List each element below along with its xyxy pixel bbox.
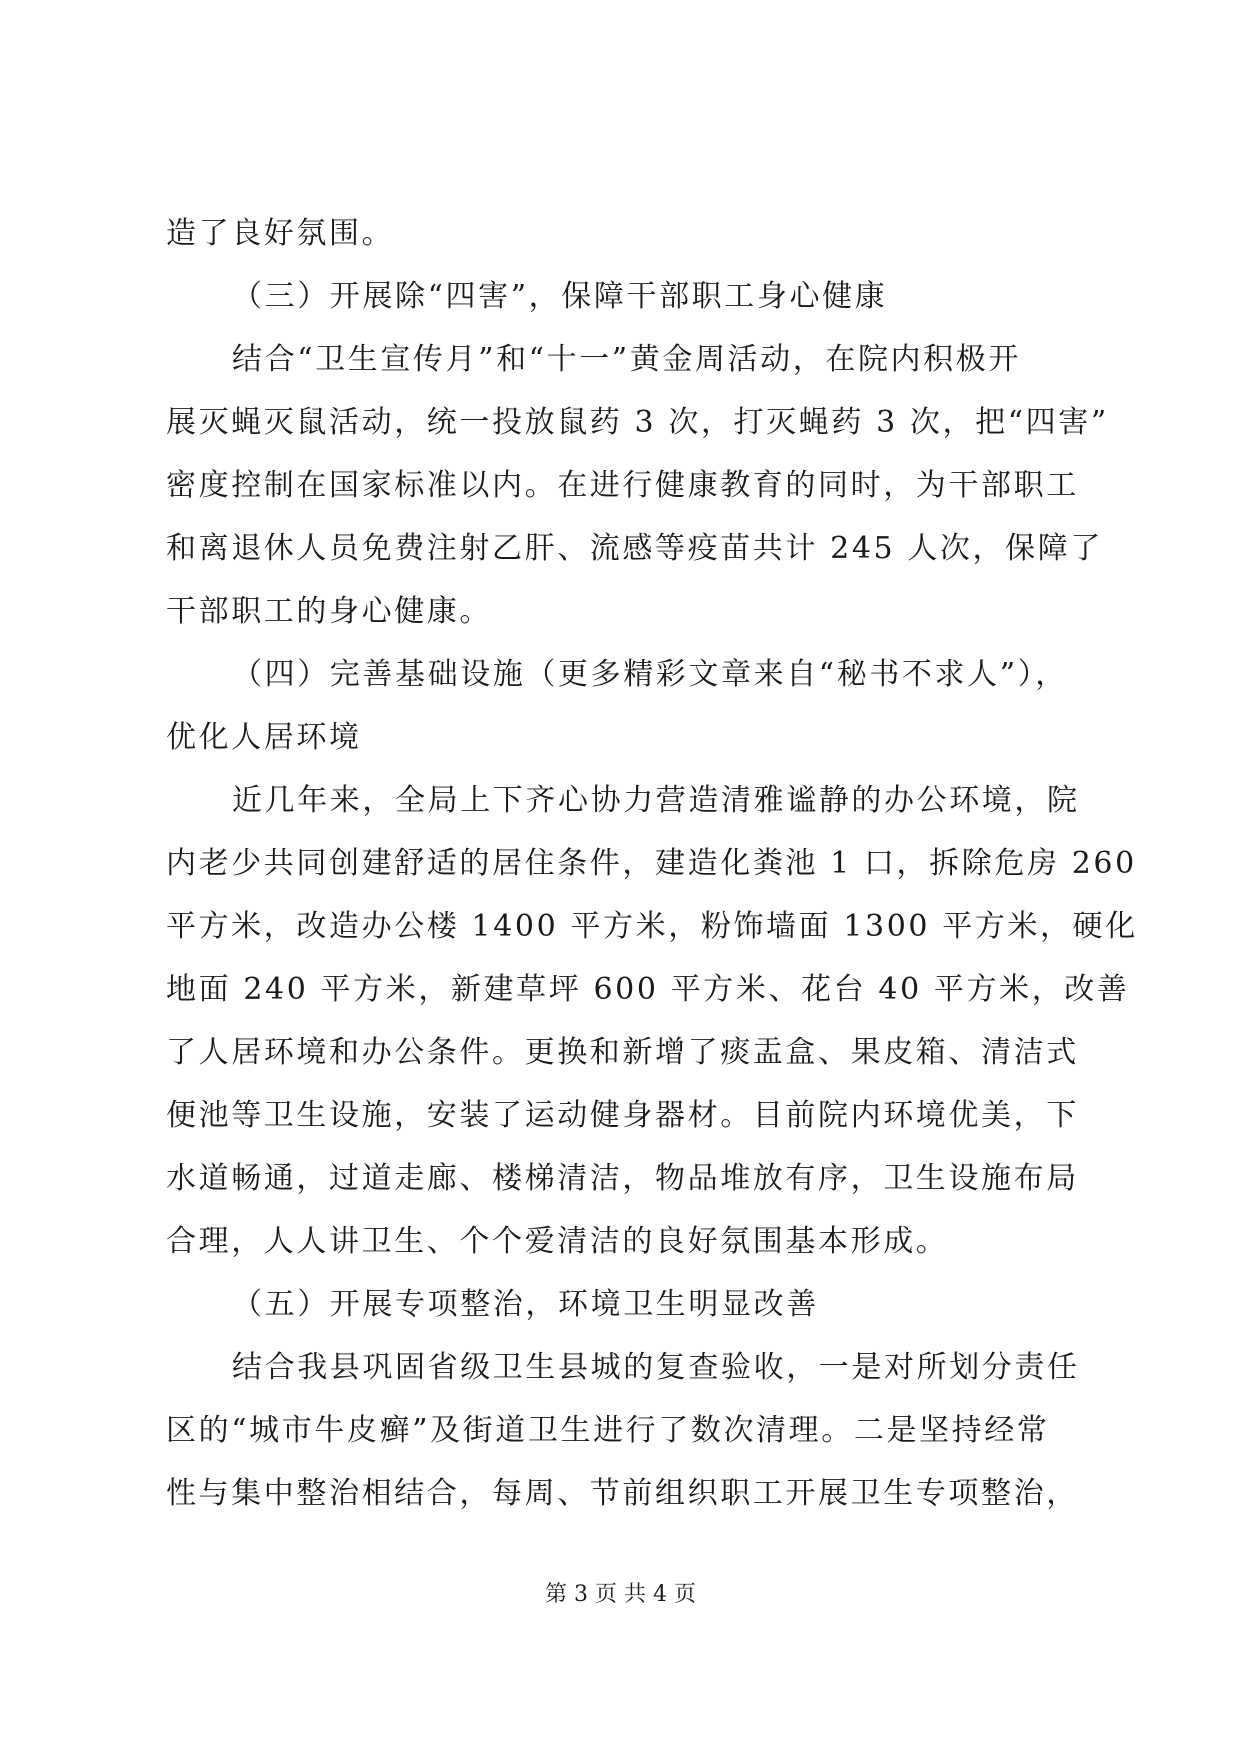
text-line-10: 近几年来，全局上下齐心协力营造清雅谧静的办公环境，院 [232, 783, 1080, 818]
text-line-13: 地面 240 平方米，新建草坪 600 平方米、花台 40 平方米，改善 [166, 972, 1130, 1007]
page-number: 第 3 页 共 4 页 [545, 1582, 696, 1607]
text-line-12: 平方米，改造办公楼 1400 平方米，粉饰墙面 1300 平方米，硬化 [166, 909, 1138, 944]
text-line-6: 和离退休人员免费注射乙肝、流感等疫苗共计 245 人次，保障了 [166, 531, 1103, 566]
text-line-11: 内老少共同创建舒适的居住条件，建造化粪池 1 口，拆除危房 260 [166, 846, 1137, 881]
page-footer [0, 1580, 1241, 1610]
text-line-16: 水道畅通，过道走廊、楼梯清洁，物品堆放有序，卫生设施布局 [166, 1161, 1079, 1196]
text-line-19: 结合我县巩固省级卫生县城的复查验收，一是对所划分责任 [232, 1350, 1080, 1385]
text-line-7: 干部职工的身心健康。 [166, 594, 492, 629]
text-line-1: 造了良好氛围。 [166, 216, 395, 251]
text-line-17: 合理，人人讲卫生、个个爱清洁的良好氛围基本形成。 [166, 1224, 949, 1259]
section-heading-5: （五）开展专项整治，环境卫生明显改善 [232, 1287, 819, 1322]
section-heading-4: （四）完善基础设施（更多精彩文章来自“秘书不求人”）， [232, 657, 1068, 692]
text-line-15: 便池等卫生设施，安装了运动健身器材。目前院内环境优美，下 [166, 1098, 1079, 1133]
document-body [166, 202, 1138, 1525]
section-heading-4-cont: 优化人居环境 [166, 720, 362, 755]
text-line-3: 结合“卫生宣传月”和“十一”黄金周活动，在院内积极开 [232, 342, 1021, 377]
text-line-4: 展灭蝇灭鼠活动，统一投放鼠药 3 次，打灭蝇药 3 次，把“四害” [166, 405, 1109, 440]
section-heading-3: （三）开展除“四害”，保障干部职工身心健康 [232, 279, 888, 314]
text-line-5: 密度控制在国家标准以内。在进行健康教育的同时，为干部职工 [166, 468, 1079, 503]
text-line-20: 区的“城市牛皮癣”及街道卫生进行了数次清理。二是坚持经常 [166, 1413, 1050, 1448]
text-line-21: 性与集中整治相结合，每周、节前组织职工开展卫生专项整治， [166, 1476, 1079, 1511]
text-line-14: 了人居环境和办公条件。更换和新增了痰盂盒、果皮箱、清洁式 [166, 1035, 1079, 1070]
